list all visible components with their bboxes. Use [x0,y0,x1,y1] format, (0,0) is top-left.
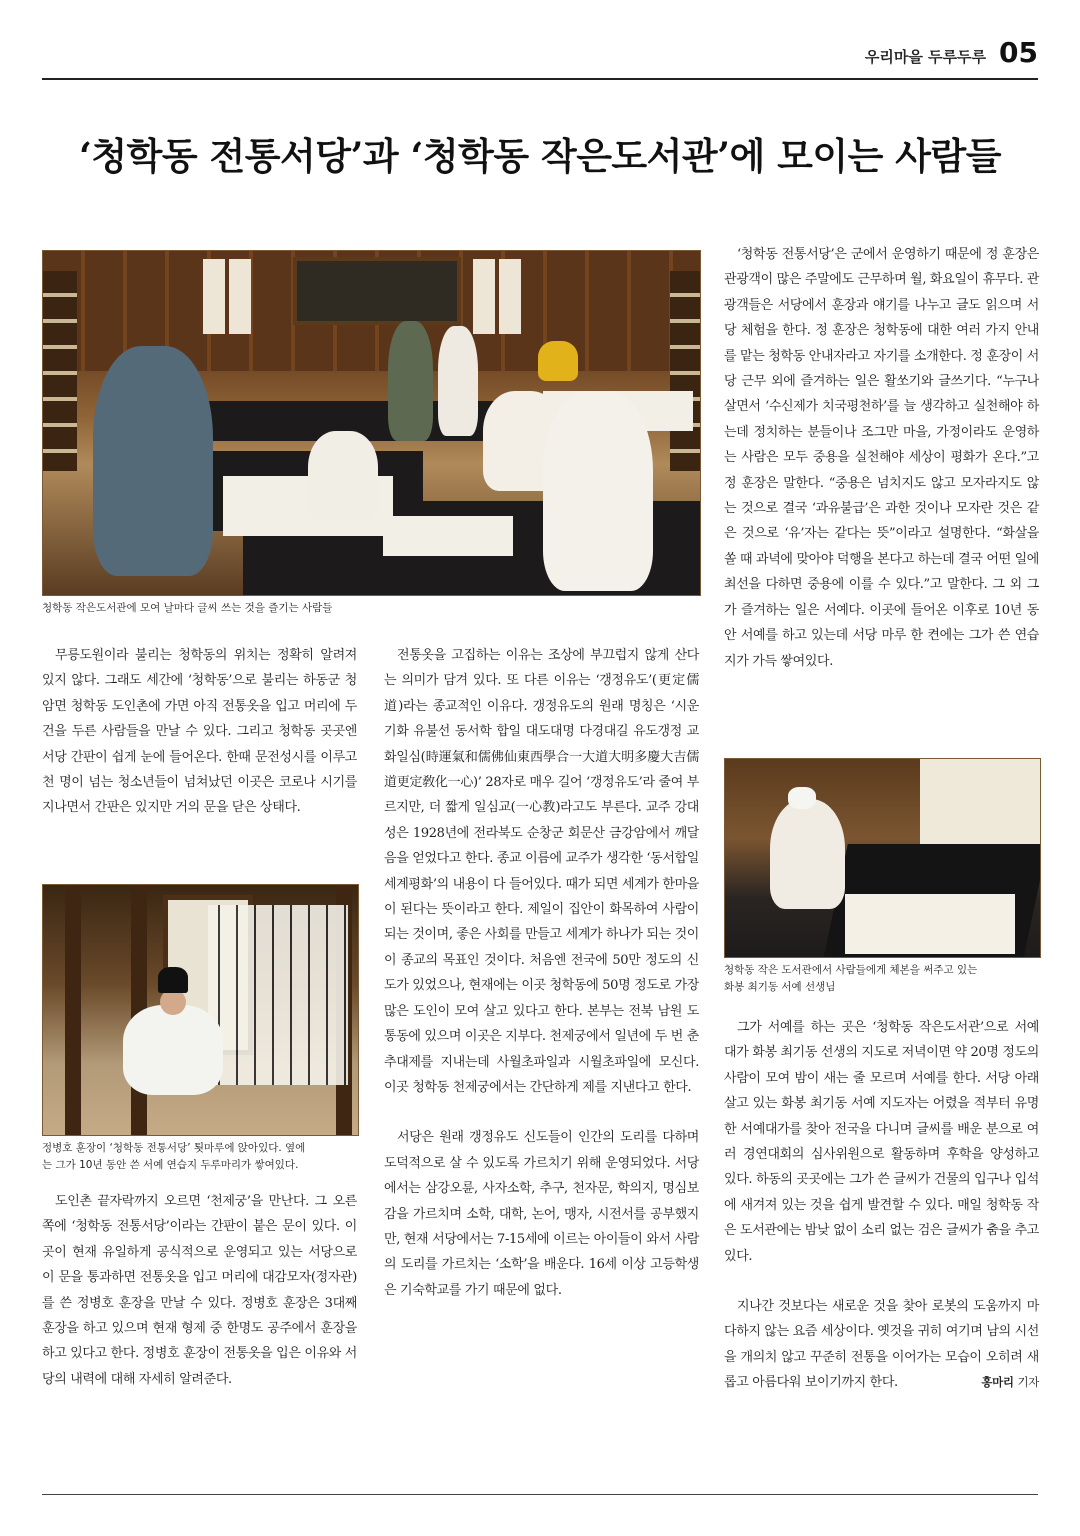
photo-bookshelf-right [670,271,700,471]
photo-calligraphy-sheet [845,894,1015,954]
photo-person [438,326,478,436]
article-paragraph: 무릉도원이라 불리는 청학동의 위치는 정확히 알려져 있지 않다. 그래도 세간에 ‘청학동’으로 불리는 하동군 청암면 청학동 도인촌에 가면 아직 전통옷을 입고 머리에 두건을 두른 사람들을 만날 수 있다. 그리고 청학동 곳곳엔 서당 간판이 쉽게 눈에 들어온다. 한때 문전성시를 이루고 천 명이 넘는 청소년들이 넘쳐났던 이곳은 코로나 시기를 지나면서 간판은 있지만 거의 문을 닫은 상태다. [42,648,357,816]
photo-teacher-hat [158,967,188,993]
page-number: 05 [999,36,1038,69]
article-paragraph: ‘청학동 전통서당’은 군에서 운영하기 때문에 정 훈장은 관광객이 많은 주말에도 근무하며 월, 화요일이 휴무다. 관광객들은 서당에서 훈장과 얘기를 나누고 글도 읽으며 서당 체험을 한다. 정 훈장은 청학동에 대한 여러 가지 안내를 맡는 청학동 안내자라고 자기를 소개한다. 정 훈장이 서당 근무 외에 즐겨하는 일은 활쏘기와 글쓰기다. “누구나 살면서 ‘수신제가 치국평천하’를 늘 생각하고 실천해야 하는데 정치하는 분들이나 조그만 마을, 가정이라도 운영하는 사람은 모두 중용을 실천해야 세상이 평화가 온다.”고 정 훈장은 말한다. “중용은 넘치지도 않고 모자라지도 않는 것으로 결국 ‘과유불급’은 과한 것이나 모자란 것은 같은 것으로 ‘유’자는 같다는 뜻”이라고 설명한다. “화살을 쏠 때 과녁에 맞아야 덕행을 본다고 하는데 결국 어떤 일에 최선을 다하면 중용에 이를 수 있다.”고 말한다. 그 외 그가 즐겨하는 일은 서예다. 이곳에 들어온 이후로 10년 동안 서예를 하고 있는데 서당 마루 한 켠에는 그가 쓴 연습지가 가득 쌓여있다. [724,247,1039,669]
photo-beam [65,885,81,1136]
footer-rule [42,1494,1038,1495]
main-photo [42,250,701,596]
article-paragraph [724,1294,1039,1396]
caption-line: 화봉 최기동 서예 선생님 [724,981,836,993]
byline [968,1370,1039,1395]
teacher-photo-caption [42,1140,357,1174]
article-column-1-bottom [42,1189,357,1392]
photo-scroll [229,259,251,334]
photo-person [388,321,433,441]
photo-scroll [473,259,495,334]
article-column-3-top [724,242,1039,674]
article-paragraph: 서당은 원래 갱정유도 신도들이 인간의 도리를 다하며 도덕적으로 살 수 있도록 가르치기 위해 운영되었다. 서당에서는 삼강오륜, 사자소학, 추구, 천자문, 학의지, 명심보감을 가르치며 소학, 대학, 논어, 맹자, 시전서를 공부했지만, 현재 서당에서는 7-15세에 이르는 아이들이 와서 사람의 도리를 가르치는 ‘소학’을 배운다. 16세 이상 고등학생은 기숙학교를 가기 때문에 없다. [384,1130,699,1298]
photo-calligraphy-rolls [208,905,348,1085]
photo-bookshelf-left [43,271,77,471]
main-photo-caption: 청학동 작은도서관에 모여 날마다 글씨 쓰는 것을 즐기는 사람들 [42,602,333,614]
photo-person [543,391,653,591]
article-paragraph: 도인촌 끝자락까지 오르면 ‘천제궁’을 만난다. 그 오른쪽에 ‘청학동 전통서당’이라는 간판이 붙은 문이 있다. 이곳이 현재 유일하게 공식적으로 운영되고 있는 서당으로 이 문을 통과하면 전통옷을 입고 머리에 대감모자(정자관)를 쓴 정병호 훈장을 만날 수 있다. 정병호 훈장은 3대째 훈장을 하고 있으며 현재 형제 중 한명도 공주에서 훈장을 하고 있다고 한다. 정병호 훈장이 전통옷을 입은 이유와 서당의 내력에 대해 자세히 알려준다. [42,1194,357,1387]
byline-name: 홍마리 [981,1375,1014,1390]
section-title: 우리마을 두루두루 [864,48,986,66]
article-paragraph: 전통옷을 고집하는 이유는 조상에 부끄럽지 않게 산다는 의미가 담겨 있다. 또 다른 이유는 ‘갱정유도’(更定儒道)라는 종교적인 이유다. 갱정유도의 원래 명칭은 ‘시운기화 유불선 동서학 합일 대도대명 다경대길 유도갱정 교화일심(時運氣和儒佛仙東西學合一大道大明多慶大吉儒道更定敎化一心)’ 28자로 매우 길어 ‘갱정유도’라 줄여 부르지만, 더 짧게 일심교(一心教)라고도 부른다. 교주 강대성은 1928년에 전라북도 순창군 회문산 금강암에서 깨달음을 얻었다고 한다. 종교 이름에 교주가 생각한 ‘동서합일 세계평화’의 내용이 다 들어있다. 때가 되면 세계가 한마을이 된다는 뜻이라고 한다. 제일이 집안이 화목하여 사람이 되는 것이며, 좋은 사회를 만들고 세계가 하나가 되는 것이 이 종교의 목표인 것이다. 처음엔 전국에 50만 정도의 신도가 있었으나, 현재에는 이곳 청학동에 50명 정도로 가장 많은 도인이 모여 살고 있다고 한다. 본부는 전북 남원 도통동에 있으며 이곳은 지부다. 천제궁에서 일년에 두 번 춘추대제를 지내는데 사월초파일과 시월초파일에 모신다. 이곳 청학동 천제궁에서는 간단하게 제를 지낸다고 한다. [384,648,699,1095]
photo-scroll [203,259,225,334]
photo-wall [920,759,1040,854]
calligraphy-photo [724,758,1041,958]
photo-person [308,431,378,521]
photo-person [93,346,213,576]
photo-board [293,257,461,325]
article-column-2 [384,643,699,1303]
photo-teacher-body [123,1005,223,1095]
byline-role: 기자 [1017,1375,1039,1390]
calligraphy-photo-caption [724,962,1039,996]
article-paragraph-text: 지나간 것보다는 새로운 것을 찾아 로봇의 도움까지 마다하지 않는 요즘 세상이다. 옛것을 귀히 여기며 남의 시선을 개의치 않고 꾸준히 전통을 이어가는 모습이 오히려 새롭고 아름다워 보이기까지 한다. [724,1299,1039,1391]
caption-line: 는 그가 10년 동안 쓴 서예 연습지 두루마리가 쌓여있다. [42,1159,299,1171]
headline: ‘청학동 전통서당’과 ‘청학동 작은도서관’에 모이는 사람들 [79,134,1001,178]
article-column-3-bottom [724,1015,1039,1396]
teacher-photo [42,884,359,1136]
photo-calligrapher-hat [788,787,816,809]
caption-line: 청학동 작은 도서관에서 사람들에게 체본을 써주고 있는 [724,964,978,976]
header-rule [42,78,1038,80]
photo-paper [383,516,513,556]
photo-person [538,341,578,381]
photo-scroll [499,259,521,334]
caption-line: 정병호 훈장이 ‘청학동 전통서당’ 툇마루에 앉아있다. 옆에 [42,1142,306,1154]
article-paragraph: 그가 서예를 하는 곳은 ‘청학동 작은도서관’으로 서예 대가 화봉 최기동 선생의 지도로 저녁이면 약 20명 정도의 사람이 모여 밤이 새는 줄 모르며 서예를 한다. 서당 아래 살고 있는 화봉 최기동 서예 지도자는 어렸을 적부터 유명한 서예대가를 찾아 전국을 다니며 글씨를 배운 분으로 여러 경연대회의 심사위원으로 활동하며 후학을 양성하고 있다. 하동의 곳곳에는 그가 쓴 글씨가 건물의 입구나 입석에 새겨져 있는 것을 쉽게 발견할 수 있다. 매일 청학동 작은 도서관에는 밤낮 없이 소리 없는 검은 글씨가 춤을 추고 있다. [724,1020,1039,1264]
photo-calligrapher [770,799,845,909]
article-column-1-top [42,643,357,821]
page-header [42,34,1038,80]
